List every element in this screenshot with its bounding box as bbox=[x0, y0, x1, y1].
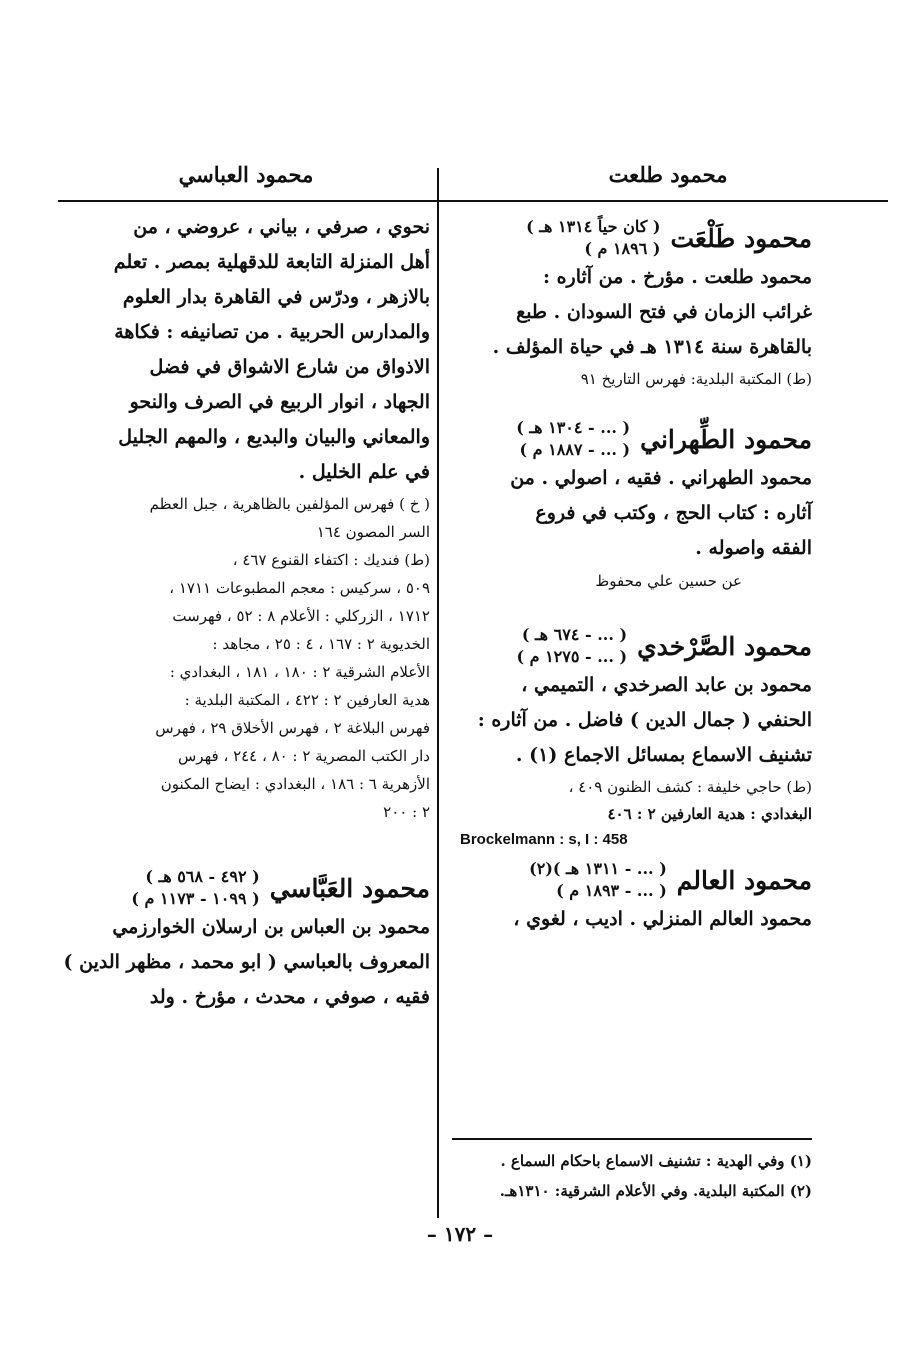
entry-name: محمود العالم bbox=[676, 865, 812, 895]
entry-text-line: محمود الطهراني . فقيه ، اصولي . من bbox=[510, 467, 812, 489]
entry-text-line: محمود بن عابد الصرخدي ، التميمي ، bbox=[521, 674, 812, 696]
entry-dates bbox=[516, 624, 627, 668]
date-gregorian: ( ... - ١٨٨٧ م ) bbox=[519, 440, 631, 459]
entry-text-line: آثاره : كتاب الحج ، وكتب في فروع bbox=[535, 502, 812, 524]
entry-text-line: محمود طلعت . مؤرخ . من آثاره : bbox=[542, 266, 812, 288]
running-header-left: محمود العباسي bbox=[178, 162, 314, 187]
entry-header-talaat bbox=[452, 216, 812, 260]
footnote: (٢) المكتبة البلدية. وفي الأعلام الشرقية: ١٣١٠هـ. bbox=[499, 1182, 812, 1200]
header-rule bbox=[58, 200, 888, 202]
entry-reference: (ط) حاجي خليفة : كشف الظنون ٤٠٩ ، bbox=[568, 778, 812, 796]
column-divider bbox=[437, 168, 439, 1218]
entry-name: محمود الصَّرْخدي bbox=[637, 631, 812, 661]
entry-reference: ٥٠٩ ، سركيس : معجم المطبوعات ١٧١١ ، bbox=[169, 579, 430, 597]
entry-reference: هدية العارفين ٢ : ٤٢٢ ، المكتبة البلدية : bbox=[184, 691, 430, 709]
date-gregorian: ( ١٠٩٩ - ١١٧٣ م ) bbox=[131, 889, 260, 908]
entry-dates bbox=[131, 866, 259, 910]
entry-reference: الأعلام الشرقية ٢ : ١٨٠ ، ١٨١ ، البغدادي : bbox=[169, 663, 430, 681]
entry-reference: (ط) فنديك : اكتفاء القنوع ٤٦٧ ، bbox=[232, 551, 430, 569]
entry-text-line: والمدارس الحربية . من تصانيفه : فكاهة bbox=[114, 321, 430, 343]
footnote-rule bbox=[452, 1138, 812, 1140]
entry-header-sarkhadi bbox=[452, 624, 812, 668]
entry-reference: ٢ : ٢٠٠ bbox=[383, 803, 430, 821]
entry-text-line: غرائب الزمان في فتح السودان . طبع bbox=[516, 301, 812, 323]
entry-dates bbox=[529, 858, 667, 902]
entry-header-tehrani bbox=[452, 417, 812, 461]
date-hijri: ( ٤٩٢ - ٥٦٨ هـ ) bbox=[145, 867, 260, 886]
entry-text-line: الجهاد ، انوار الربيع في الصرف والنحو bbox=[129, 391, 430, 413]
running-header-right: محمود طلعت bbox=[608, 162, 728, 187]
entry-text-line: الحنفي ( جمال الدين ) فاضل . من آثاره : bbox=[477, 709, 812, 731]
entry-name: محمود الطِّهراني bbox=[640, 424, 812, 454]
entry-source: عن حسين علي محفوظ bbox=[595, 572, 742, 590]
entry-reference: السر المصون ١٦٤ bbox=[316, 523, 430, 541]
footnotes bbox=[452, 1146, 812, 1206]
date-gregorian: ( ... - ١٢٧٥ م ) bbox=[516, 647, 628, 666]
entry-name: محمود العَبَّاسي bbox=[269, 873, 430, 903]
entry-text-line: الفقه واصوله . bbox=[695, 537, 812, 559]
entry-text-line: فقيه ، صوفي ، محدث ، مؤرخ . ولد bbox=[149, 986, 430, 1008]
latin-reference: Brockelmann : s, I : 458 bbox=[460, 831, 628, 848]
entry-text-line: والمعاني والبيان والبديع ، والمهم الجليل bbox=[118, 426, 430, 448]
entry-reference: فهرس البلاغة ٢ ، فهرس الأخلاق ٢٩ ، فهرس bbox=[155, 719, 430, 737]
date-gregorian: ( ... - ١٨٩٣ م ) bbox=[556, 881, 667, 900]
entry-dates bbox=[526, 216, 660, 260]
page-number: – ١٧٢ – bbox=[426, 1222, 494, 1246]
date-hijri: ( ... - ١٣١١ هـ )(٢) bbox=[529, 859, 667, 878]
date-hijri: ( كان حياً ١٣١٤ هـ ) bbox=[526, 217, 661, 236]
entry-reference: دار الكتب المصرية ٢ : ٨٠ ، ٢٤٤ ، فهرس bbox=[178, 747, 430, 765]
entry-name: محمود طَلْعَت bbox=[670, 223, 812, 253]
entry-text-line: الاذواق من شارع الاشواق في فضل bbox=[149, 356, 430, 378]
entry-text-line: أهل المنزلة التابعة للدقهلية بمصر . تعلم bbox=[113, 251, 430, 273]
entry-text-line: بالقاهرة سنة ١٣١٤ هـ في حياة المؤلف . bbox=[492, 336, 812, 358]
date-hijri: ( ... - ١٣٠٤ هـ ) bbox=[516, 418, 631, 437]
footnote: (١) وفي الهدية : تشنيف الاسماع باحكام السماع . bbox=[500, 1152, 812, 1170]
entry-reference: ١٧١٢ ، الزركلي : الأعلام ٨ : ٥٢ ، فهرست bbox=[172, 607, 430, 625]
entry-header-alem bbox=[452, 858, 812, 902]
entry-text-line: في علم الخليل . bbox=[298, 461, 430, 483]
entry-text-line: محمود العالم المنزلي . اديب ، لغوي ، bbox=[513, 908, 812, 930]
entry-reference: ( خ ) فهرس المؤلفين بالظاهرية ، جبل العظم bbox=[149, 495, 430, 513]
entry-header-abbasi bbox=[62, 866, 430, 910]
entry-reference: الأزهرية ٦ : ١٨٦ ، البغدادي : ايضاح المكنون bbox=[160, 775, 430, 793]
entry-text-line: بالازهر ، ودرّس في القاهرة بدار العلوم bbox=[122, 286, 430, 308]
entry-text-line: محمود بن العباس بن ارسلان الخوارزمي bbox=[112, 916, 430, 938]
entry-text-line: المعروف بالعباسي ( ابو محمد ، مظهر الدين ) bbox=[63, 951, 430, 973]
left-column bbox=[62, 210, 430, 1015]
entry-dates bbox=[516, 417, 630, 461]
entry-reference: البغدادي : هدية العارفين ٢ : ٤٠٦ bbox=[607, 805, 812, 823]
entry-reference: الخديوية ٢ : ١٦٧ ، ٤ : ٢٥ ، مجاهد : bbox=[212, 635, 430, 653]
entry-text-line: نحوي ، صرفي ، بياني ، عروضي ، من bbox=[133, 216, 430, 238]
entry-text-line: تشنيف الاسماع بمسائل الاجماع (١) . bbox=[515, 744, 812, 766]
date-gregorian: ( ١٨٩٦ م ) bbox=[584, 239, 661, 258]
right-column bbox=[452, 210, 812, 937]
entry-reference: (ط) المكتبة البلدية: فهرس التاريخ ٩١ bbox=[580, 370, 812, 388]
date-hijri: ( ... - ٦٧٤ هـ ) bbox=[521, 625, 628, 644]
